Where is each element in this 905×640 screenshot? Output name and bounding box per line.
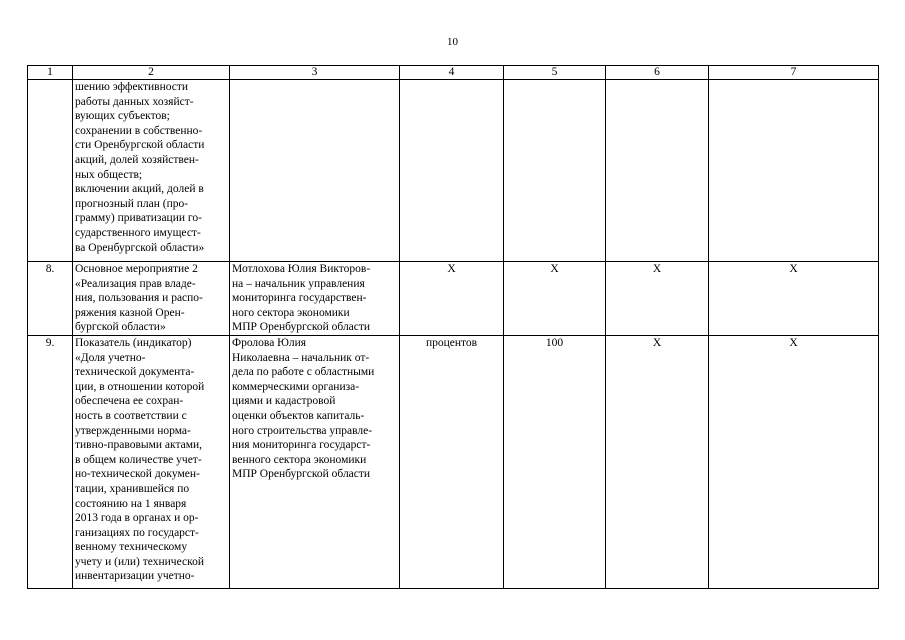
column-header: 7	[709, 66, 879, 80]
cell-line: оценки объектов капиталь-	[232, 409, 365, 422]
cell-line: в общем количестве учет-	[75, 453, 202, 466]
cell-line: работы данных хозяйст-	[75, 95, 194, 108]
cell-line: циями и кадастровой	[232, 395, 336, 408]
cell-line: ность в соответствии с	[75, 409, 187, 422]
cell-line: 2013 года в органах и ор-	[75, 512, 199, 525]
document-table	[27, 65, 879, 589]
cell-line: венного сектора экономики	[232, 453, 367, 466]
column-header: 1	[28, 66, 73, 80]
responsible-cell	[230, 262, 400, 336]
column-7-cell: X	[709, 335, 879, 588]
cell-line: «Реализация прав владе-	[75, 277, 196, 290]
cell-line: ния, пользования и распо-	[75, 292, 203, 305]
cell-line: коммерческими организа-	[232, 380, 360, 393]
column-header: 2	[73, 66, 230, 80]
cell-line: ния мониторинга государст-	[232, 439, 371, 452]
cell-line: Основное мероприятие 2	[75, 263, 198, 275]
table-row	[28, 262, 879, 336]
cell-line: мониторинга государствен-	[232, 292, 367, 305]
column-6-cell	[606, 80, 709, 262]
cell-line: венному техническому	[75, 541, 188, 554]
cell-line: сохранении в собственно-	[75, 124, 203, 137]
cell-line: включении акций, долей в	[75, 183, 204, 196]
column-7-cell: X	[709, 262, 879, 336]
cell-line: Николаевна – начальник от-	[232, 351, 370, 364]
column-header: 4	[400, 66, 504, 80]
cell-line: шению эффективности	[75, 81, 189, 93]
unit-cell: X	[400, 262, 504, 336]
column-7-cell	[709, 80, 879, 262]
cell-line: тации, хранившейся по	[75, 482, 190, 495]
cell-line: но-технической докумен-	[75, 468, 200, 481]
cell-line: ва Оренбургской области»	[75, 241, 205, 254]
measure-cell	[73, 262, 230, 336]
cell-line: ного сектора экономики	[232, 306, 350, 319]
cell-line: сти Оренбургской области	[75, 139, 205, 152]
value-cell	[504, 80, 606, 262]
table-row	[28, 335, 879, 588]
cell-line: тивно-правовыми актами,	[75, 439, 203, 452]
measure-cell	[73, 335, 230, 588]
value-cell: X	[504, 262, 606, 336]
cell-line: Мотлохова Юлия Викторов-	[232, 263, 371, 275]
page-number: 10	[447, 36, 458, 48]
table-row	[28, 80, 879, 262]
column-header: 6	[606, 66, 709, 80]
cell-line: утвержденными норма-	[75, 424, 191, 437]
column-6-cell: X	[606, 335, 709, 588]
cell-line: МПР Оренбургской области	[232, 321, 371, 334]
unit-cell	[400, 80, 504, 262]
measure-cell	[73, 80, 230, 262]
cell-line: Показатель (индикатор)	[75, 336, 192, 349]
responsible-cell	[230, 80, 400, 262]
cell-line: грамму) приватизации го-	[75, 212, 202, 225]
cell-line: ного строительства управле-	[232, 424, 373, 437]
row-number: 8.	[28, 262, 73, 336]
column-number-row	[28, 66, 879, 80]
cell-line: состоянию на 1 января	[75, 497, 187, 510]
unit-cell: процентов	[400, 335, 504, 588]
cell-line: ганизациях по государст-	[75, 526, 199, 539]
cell-line: обеспечена ее сохран-	[75, 395, 184, 408]
cell-line: МПР Оренбургской области	[232, 468, 371, 481]
cell-line: дела по работе с областными	[232, 366, 375, 379]
cell-line: бургской области»	[75, 321, 166, 334]
column-header: 3	[230, 66, 400, 80]
column-header: 5	[504, 66, 606, 80]
cell-line: на – начальник управления	[232, 277, 365, 290]
value-cell: 100	[504, 335, 606, 588]
cell-line: ции, в отношении которой	[75, 380, 205, 393]
cell-line: технической документа-	[75, 366, 195, 379]
cell-line: Фролова Юлия	[232, 336, 307, 349]
responsible-cell	[230, 335, 400, 588]
column-6-cell: X	[606, 262, 709, 336]
cell-line: вующих субъектов;	[75, 110, 170, 123]
row-number: 9.	[28, 335, 73, 588]
cell-line: акций, долей хозяйствен-	[75, 153, 199, 166]
cell-line: инвентаризации учетно-	[75, 570, 195, 583]
cell-line: ных обществ;	[75, 168, 143, 181]
cell-line: сударственного имущест-	[75, 226, 201, 239]
cell-line: «Доля учетно-	[75, 351, 146, 364]
cell-line: учету и (или) технической	[75, 555, 204, 568]
cell-line: прогнозный план (про-	[75, 197, 189, 210]
row-number	[28, 80, 73, 262]
cell-line: ряжения казной Орен-	[75, 306, 185, 319]
